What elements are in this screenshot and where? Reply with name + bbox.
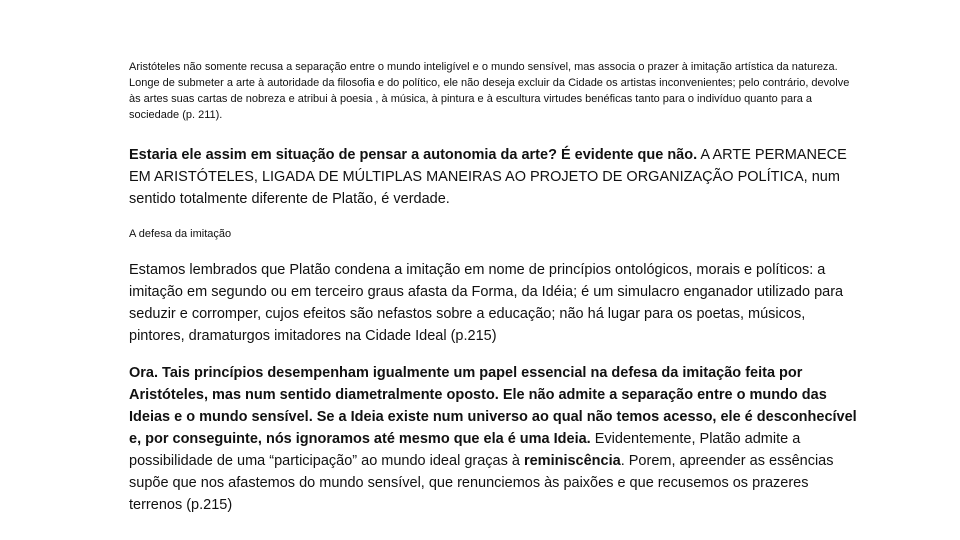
paragraph-intro: Aristóteles não somente recusa a separação entre o mundo inteligível e o mundo sensível, mas associa o prazer à imitação artística da natureza. Longe de submeter a arte à autoridade da filosofia e do político, ele não deseja excluir da Cidade os artistas inconvenientes; pelo contrário, devolve às artes suas cartas de nobreza e atribui à poesia , à música, à pintura e à escultura virtudes benéficas tanto para o indivíduo quanto para a sociedade (p. 211). [129, 61, 850, 121]
paragraph-aristotle-rest2: . Porem, apreender as essências supõe que nos afastemos do mundo sensível, que renunciemos às paixões e que recusemos os prazeres terrenos (p.215) [129, 453, 834, 513]
paragraph-autonomy-question [129, 144, 864, 210]
paragraph-plato-imitation: Estamos lembrados que Platão condena a imitação em nome de princípios ontológicos, morais e políticos: a imitação em segundo ou em terceiro graus afasta da Forma, da Idéia; é um simulacro enganador utilizado para seduzir e corromper, cujos efeitos são nefastos sobre a educação; não há lugar para os poetas, músicos, pintores, dramaturgos imitadores na Cidade Ideal (p.215) [129, 262, 844, 344]
paragraph-aristotle-bold2: reminiscência [523, 453, 621, 469]
section-heading: A defesa da imitação [129, 228, 232, 240]
paragraph-autonomy-bold: Estaria ele assim em situação de pensar a autonomia da arte? É evidente que não. [129, 147, 698, 163]
paragraph-aristotle-bold: Ora. Tais princípios desempenham igualmente um papel essencial na defesa da imitação feita por Aristóteles, mas num sentido diametralmente oposto. Ele não admite a separação entre o mundo das Ideias e o mundo sensível. Se a Ideia existe num universo ao qual não temos acesso, ele é desconhecível e, por conseguinte, nós ignoramos até mesmo que ela é uma Ideia. [129, 365, 857, 447]
paragraph-autonomy-rest: A ARTE PERMANECE EM ARISTÓTELES, LIGADA DE MÚLTIPLAS MANEIRAS AO PROJETO DE ORGANIZAÇÃO POLÍTICA, num sentido totalmente diferente de Platão, é verdade. [129, 147, 847, 207]
paragraph-aristotle-imitation [129, 362, 864, 516]
paragraph-aristotle-rest1: Evidentemente, Platão admite a possibilidade de uma “participação” ao mundo ideal graças à [129, 431, 801, 469]
